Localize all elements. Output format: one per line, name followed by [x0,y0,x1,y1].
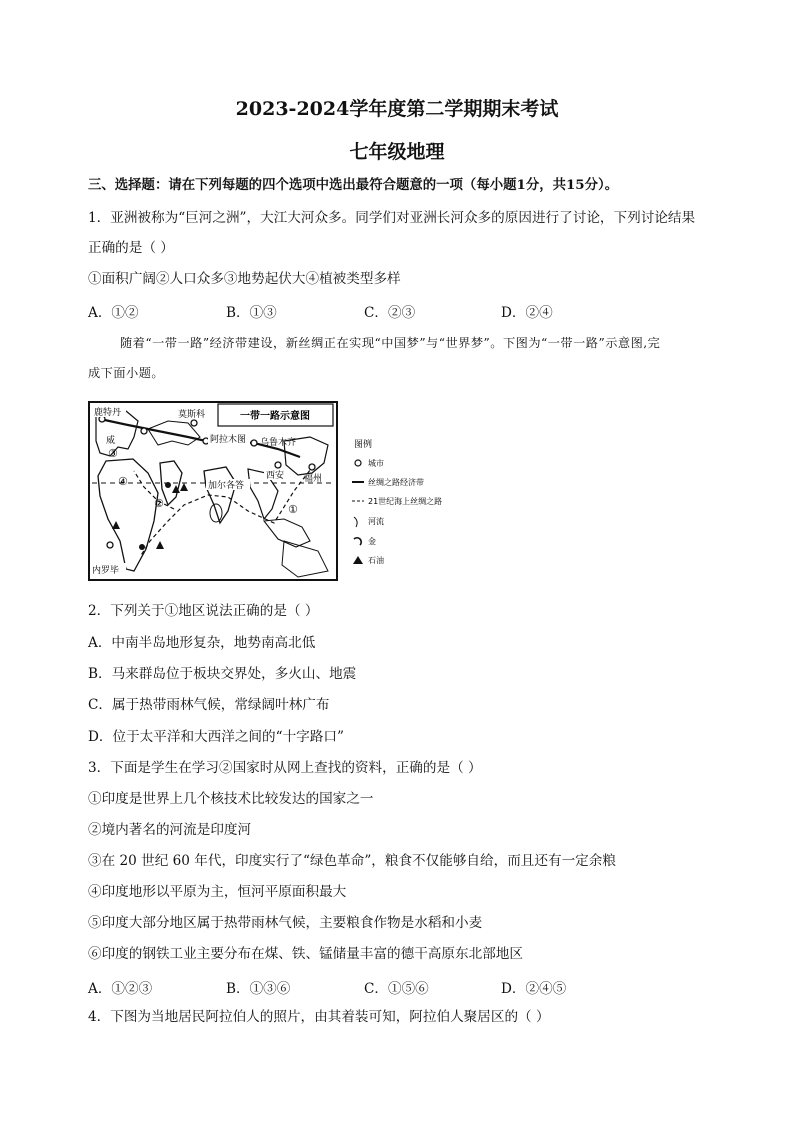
label-nairobi: 内罗毕 [92,566,120,576]
legend-oil-label: 石油 [368,556,384,565]
city-urumqi-dot [251,440,257,446]
q2-stem: 2．下列关于①地区说法正确的是（ ） [88,603,319,619]
legend-river-icon [354,517,357,527]
passage-line1: 随着“一带一路”经济带建设，新丝绸正在实现“中国梦”与“世界梦”。下图为“一带一路”示意图,完 [120,336,661,350]
label-fuzhou: 福州 [304,474,323,484]
q1-stem-line2: 正确的是（ ） [88,240,174,256]
exam-subtitle: 七年级地理 [349,141,445,163]
q3-item-3: ③在 20 世纪 60 年代，印度实行了“绿色革命”，粮食不仅能够自给，而且还有一定余粮 [88,853,616,869]
region-marker-four: ④ [118,475,128,488]
q2-option-b[interactable]: B．马来群岛位于板块交界处，多火山、地震 [88,666,357,682]
legend-city-icon [355,460,361,466]
region-marker-one: ① [288,503,298,516]
q3-item-4: ④印度地形以平原为主，恒河平原面积最大 [88,884,347,900]
legend-river-label: 河流 [368,517,384,526]
q3-item-5: ⑤印度大部分地区属于热带雨林气候，主要粮食作物是水稻和小麦 [88,915,483,931]
map-frame [89,402,337,580]
q3-item-1: ①印度是世界上几个核技术比较发达的国家之一 [88,791,374,807]
city-xian-dot [275,462,281,468]
q3-option-d[interactable]: D．②④⑤ [501,981,567,997]
q1-option-d[interactable]: D．②④ [501,305,553,321]
exam-title: 2023-2024学年度第二学期期末考试 [235,98,559,120]
region-marker-two: ② [154,497,164,510]
q2-option-a[interactable]: A．中南半岛地形复杂，地势南高北低 [88,635,316,651]
passage-line2: 成下面小题。 [88,366,165,380]
legend-belt-label: 丝绸之路经济带 [368,478,424,487]
city-moscow-dot [191,420,197,426]
label-rotterdam: 鹿特丹 [94,408,122,418]
legend-oil-icon [353,556,363,564]
label-kolkata: 加尔各答 [208,481,245,491]
map-title: 一带一路示意图 [240,411,310,422]
legend-title: 图例 [354,440,373,450]
q1-items: ①面积广阔②人口众多③地势起伏大④植被类型多样 [88,271,401,287]
q2-option-d[interactable]: D．位于太平洋和大西洋之间的“十字路口” [88,729,344,745]
q2-option-c[interactable]: C．属于热带雨林气候，常绿阔叶林广布 [88,697,330,713]
q3-option-a[interactable]: A．①②③ [88,981,153,997]
label-urumqi: 乌鲁木齐 [260,438,297,448]
legend-maritime-label: 21世纪海上丝绸之路 [368,497,443,506]
q3-option-b[interactable]: B．①③⑥ [226,981,291,997]
gold-icon [139,544,145,550]
gold-icon [165,482,171,488]
label-almaty: 阿拉木图 [210,435,247,445]
q3-item-2: ②境内著名的河流是印度河 [88,822,252,838]
city-fuzhou-dot [309,464,315,470]
q3-item-6: ⑥印度的钢铁工业主要分布在煤、铁、锰储量丰富的德干高原东北部地区 [88,946,523,962]
q4-stem: 4．下图为当地居民阿拉伯人的照片，由其着装可知，阿拉伯人聚居区的（ ） [88,1009,550,1025]
label-venice-fragment: 威 [106,436,116,446]
legend-gold-label: 金 [368,537,376,546]
belt-and-road-map [88,401,338,581]
q3-option-c[interactable]: C．①⑤⑥ [364,981,429,997]
label-xian: 西安 [266,471,285,481]
city-nairobi-dot [107,542,113,548]
legend-gold-icon [354,538,361,545]
region-marker-three: ③ [108,447,118,460]
q1-option-a[interactable]: A．①② [88,305,139,321]
q3-stem: 3．下面是学生在学习②国家时从网上查找的资料，正确的是（ ） [88,760,482,776]
city-venice-dot [141,428,147,434]
label-moscow: 莫斯科 [178,410,206,420]
map-legend [350,433,480,578]
q1-stem-line1: 1．亚洲被称为“巨河之洲”，大江大河众多。同学们对亚洲长河众多的原因进行了讨论，下列讨论结果 [88,210,696,226]
legend-city-label: 城市 [368,459,384,468]
q1-option-b[interactable]: B．①③ [226,305,277,321]
q1-option-c[interactable]: C．②③ [364,305,416,321]
section-heading: 三、选择题：请在下列每题的四个选项中选出最符合题意的一项（每小题1分，共15分）。 [88,177,619,193]
